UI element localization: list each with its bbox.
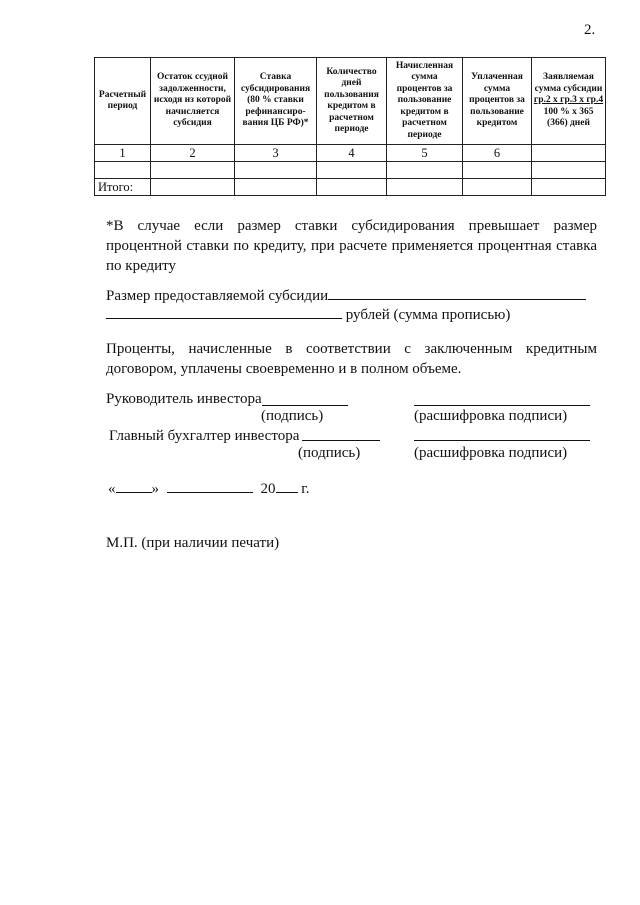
claimed-subsidy-title: Заявляемая сумма субсидии xyxy=(534,72,603,94)
header-days: Количество дней пользования кредитом в расчетном периоде xyxy=(317,58,387,145)
accountant-signature-caption: (подпись) xyxy=(298,445,361,461)
stamp-note: М.П. (при наличии печати) xyxy=(106,535,280,551)
month-blank xyxy=(167,477,253,493)
table-cell xyxy=(463,162,532,179)
table-row xyxy=(95,162,606,179)
confirmation-text: Проценты, начисленные в соответствии с заключенным кредитным договором, уплачены своевременно и в полном объеме. xyxy=(106,341,597,377)
column-number: 6 xyxy=(463,145,532,162)
subsidy-amount-label: Размер предоставляемой субсидии xyxy=(106,288,329,304)
table-cell xyxy=(387,179,463,196)
table-cell xyxy=(95,162,151,179)
header-subsidy-rate: Ставка субсидирования (80 % ставки рефинансиро-вания ЦБ РФ)* xyxy=(235,58,317,145)
day-blank xyxy=(116,477,152,493)
year-blank xyxy=(276,477,298,493)
date-line xyxy=(108,477,309,499)
subsidy-amount-suffix: рублей (сумма прописью) xyxy=(345,307,511,323)
header-paid-interest: Уплаченная сумма процентов за пользование кредитом xyxy=(463,58,532,145)
column-number: 4 xyxy=(317,145,387,162)
accountant-label: Главный бухгалтер инвестора xyxy=(109,428,300,444)
claimed-subsidy-formula: гр.2 x гр.3 x гр.4 xyxy=(533,95,604,106)
total-label: Итого: xyxy=(95,179,151,196)
accountant-decode-caption: (расшифровка подписи) xyxy=(414,445,568,461)
claimed-subsidy-denominator: 100 % x 365 (366) дней xyxy=(543,106,594,129)
footnote: *В случае если размер ставки субсидирования превышает размер процентной ставки по кредиту, при расчете применяется процентная ставка по кредиту xyxy=(106,218,597,274)
page-number: 2. xyxy=(584,22,596,38)
header-accrued-interest: Начисленная сумма процентов за пользование кредитом в расчетном периоде xyxy=(387,58,463,145)
header-loan-balance: Остаток ссудной задолженности, исходя из которой начисляется субсидия xyxy=(151,58,235,145)
year-prefix: 20 xyxy=(260,481,276,497)
header-period: Расчетный период xyxy=(95,58,151,145)
table-cell xyxy=(235,162,317,179)
director-signature-caption: (подпись) xyxy=(261,408,324,424)
year-suffix: г. xyxy=(301,481,310,497)
column-number: 1 xyxy=(95,145,151,162)
column-number: 5 xyxy=(387,145,463,162)
column-number-row xyxy=(95,145,606,162)
table-cell xyxy=(151,179,235,196)
director-signature-line xyxy=(262,389,348,406)
table-cell xyxy=(532,162,606,179)
subsidy-words-blank xyxy=(106,303,342,319)
table-header-row xyxy=(95,58,606,145)
director-decode-caption: (расшифровка подписи) xyxy=(414,408,568,424)
date-close-quote: » xyxy=(151,481,159,497)
subsidy-amount-words-line xyxy=(106,303,510,325)
table-cell xyxy=(387,162,463,179)
table-cell xyxy=(317,179,387,196)
total-row xyxy=(95,179,606,196)
director-decode-line xyxy=(414,389,590,406)
table-cell xyxy=(151,162,235,179)
subsidy-amount-blank xyxy=(328,284,586,300)
table-cell xyxy=(235,179,317,196)
table-cell xyxy=(532,179,606,196)
column-number: 3 xyxy=(235,145,317,162)
date-open-quote: « xyxy=(108,481,116,497)
table-cell xyxy=(463,179,532,196)
header-claimed-subsidy xyxy=(532,58,606,145)
accountant-decode-line xyxy=(414,424,590,441)
director-label: Руководитель инвестора xyxy=(106,391,262,407)
column-number xyxy=(532,145,606,162)
subsidy-calculation-table xyxy=(94,57,606,196)
column-number: 2 xyxy=(151,145,235,162)
accountant-signature-line xyxy=(302,424,380,441)
table-cell xyxy=(317,162,387,179)
